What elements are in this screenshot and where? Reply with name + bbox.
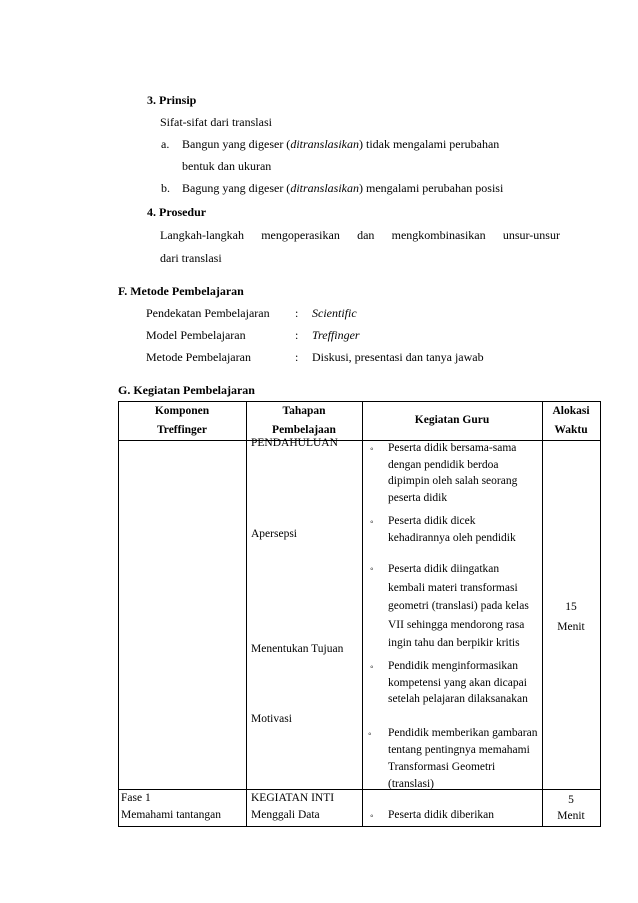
activity-motivasi: Pendidik memberikan gambaran tentang pentingnya memahami Transformasi Geometri (translasi) xyxy=(388,727,538,790)
activity-apersepsi: Peserta didik diingatkan kembali materi transformasi geometri (translasi) pada kelas VII sehingga mendorong rasa ingin tahu dan berpikir kritis xyxy=(388,563,529,649)
metode-sep-pendekatan: : xyxy=(295,306,299,320)
metode-label-model: Model Pembelajaran xyxy=(146,328,246,342)
stage-kegiatan-inti: KEGIATAN INTI Menggali Data xyxy=(251,792,335,821)
header-tahapan: Tahapan Pembelajaan xyxy=(272,405,336,436)
header-komponen: Komponen Treffinger xyxy=(154,405,210,436)
stage-menentukan-tujuan: Menentukan Tujuan xyxy=(251,643,344,655)
bullet-icon: ◦ xyxy=(370,662,374,673)
prosedur-line1: Langkah-langkah mengoperasikan dan mengkombinasikan unsur-unsur xyxy=(160,228,560,242)
bullet-icon: ◦ xyxy=(370,444,374,455)
stage-motivasi: Motivasi xyxy=(251,713,292,725)
prinsip-b-marker: b. xyxy=(161,181,170,195)
time-pendahuluan: 15 Menit xyxy=(557,601,585,633)
bullet-icon: ◦ xyxy=(368,729,372,740)
prinsip-a-marker: a. xyxy=(161,137,170,151)
metode-label-pendekatan: Pendekatan Pembelajaran xyxy=(146,306,270,320)
metode-sep-model: : xyxy=(295,328,299,342)
prinsip-b-line: Bagung yang digeser (ditranslasikan) mengalami perubahan posisi xyxy=(182,181,504,195)
time-kegiatan-inti: 5 Menit xyxy=(557,794,585,822)
metode-label-metode: Metode Pembelajaran xyxy=(146,350,251,364)
metode-value-pendekatan: Scientific xyxy=(312,306,357,320)
bullet-icon: ◦ xyxy=(370,811,374,822)
prinsip-a-line1: Bangun yang digeser (ditranslasikan) tidak mengalami perubahan xyxy=(182,137,500,151)
section-prinsip-heading: 3. Prinsip xyxy=(147,93,197,107)
metode-value-metode: Diskusi, presentasi dan tanya jawab xyxy=(312,350,484,364)
prosedur-line2: dari translasi xyxy=(160,251,222,265)
activity-peserta-diberikan: Peserta didik diberikan xyxy=(388,809,495,821)
header-alokasi-waktu: Alokasi Waktu xyxy=(552,405,590,436)
section-kegiatan-heading: G. Kegiatan Pembelajaran xyxy=(118,383,255,397)
section-metode-heading: F. Metode Pembelajaran xyxy=(118,284,244,298)
kegiatan-table xyxy=(118,401,601,827)
stage-apersepsi: Apersepsi xyxy=(251,528,297,540)
prinsip-a-line2: bentuk dan ukuran xyxy=(182,159,272,173)
activity-kehadiran: Peserta didik dicek kehadirannya oleh pendidik xyxy=(388,515,516,544)
bullet-icon: ◦ xyxy=(370,564,374,575)
stage-pendahuluan: PENDAHULUAN xyxy=(251,437,338,449)
section-prosedur-heading: 4. Prosedur xyxy=(147,205,207,219)
activity-doa: Peserta didik bersama-sama dengan pendidik berdoa dipimpin oleh salah seorang peserta didik xyxy=(388,442,518,504)
activity-kompetensi: Pendidik menginformasikan kompetensi yang akan dicapai setelah pelajaran dilaksanakan xyxy=(388,660,528,705)
bullet-icon: ◦ xyxy=(370,517,374,528)
header-kegiatan-guru: Kegiatan Guru xyxy=(414,414,490,426)
prinsip-intro: Sifat-sifat dari translasi xyxy=(160,115,272,129)
komponen-fase-1: Fase 1 Memahami tantangan xyxy=(121,792,221,821)
metode-sep-metode: : xyxy=(295,350,299,364)
metode-value-model: Treffinger xyxy=(312,328,360,342)
